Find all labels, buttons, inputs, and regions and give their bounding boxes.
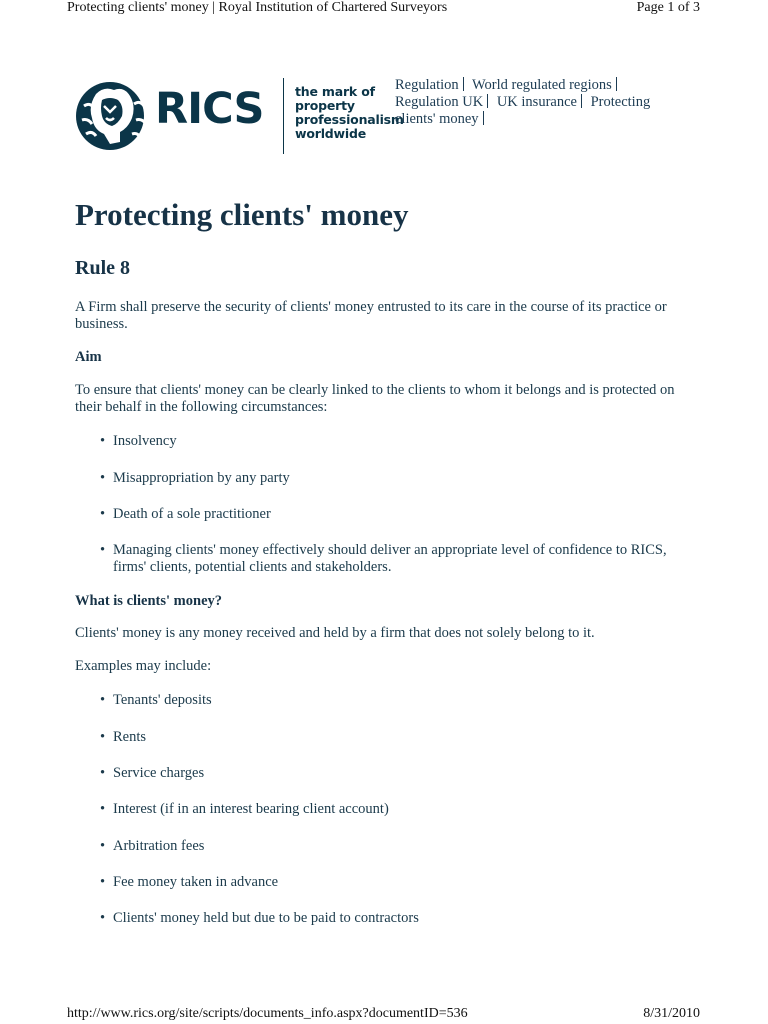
examples-list — [75, 692, 700, 927]
lion-emblem-icon — [74, 76, 150, 156]
page-title: Protecting clients' money — [75, 197, 409, 232]
breadcrumb-item-world-regulated-regions[interactable]: World regulated regions — [472, 77, 612, 93]
circumstances-list — [75, 433, 700, 576]
what-text: Clients' money is any money received and held by a firm that does not solely belong to it. — [75, 625, 595, 641]
breadcrumb — [395, 77, 685, 128]
logo-tagline — [295, 85, 404, 141]
breadcrumb-separator — [487, 94, 488, 108]
rics-logo[interactable] — [74, 76, 404, 156]
breadcrumb-separator — [463, 77, 464, 91]
examples-intro: Examples may include: — [75, 658, 212, 674]
print-header — [67, 0, 700, 20]
aim-text: To ensure that clients' money can be clearly linked to the clients to whom it belongs and is protected on their behalf in the following circumstances: — [75, 382, 675, 415]
list-item: • Tenants' deposits — [75, 692, 700, 709]
list-item: • Misappropriation by any party — [75, 470, 700, 487]
list-item: • Insolvency — [75, 433, 700, 450]
list-item: • Interest (if in an interest bearing client account) — [75, 801, 700, 818]
breadcrumb-separator — [616, 77, 617, 91]
rule-heading: Rule 8 — [75, 257, 130, 279]
what-heading: What is clients' money? — [75, 593, 223, 609]
breadcrumb-item-protecting-clients-money[interactable]: Protecting clients' money — [395, 94, 651, 127]
breadcrumb-item-regulation[interactable]: Regulation — [395, 77, 459, 93]
list-item: • Rents — [75, 729, 700, 746]
list-item: • Arbitration fees — [75, 838, 700, 855]
print-header-title: Protecting clients' money | Royal Institution of Chartered Surveyors — [67, 0, 448, 15]
breadcrumb-separator — [483, 111, 484, 125]
list-item: • Clients' money held but due to be paid to contractors — [75, 910, 700, 927]
list-item: • Fee money taken in advance — [75, 874, 700, 891]
tagline-line: the mark of — [295, 84, 375, 99]
tagline-line: worldwide — [295, 126, 366, 141]
print-footer-url[interactable]: http://www.rics.org/site/scripts/documents_info.aspx?documentID=536 — [67, 1006, 468, 1021]
logo-divider — [283, 78, 284, 154]
main-content — [75, 196, 700, 927]
breadcrumb-separator — [581, 94, 582, 108]
print-header-page-number: Page 1 of 3 — [636, 0, 700, 15]
rule-text: A Firm shall preserve the security of clients' money entrusted to its care in the course of its practice or business. — [75, 299, 667, 332]
print-footer — [67, 1006, 700, 1022]
aim-heading: Aim — [75, 349, 102, 365]
tagline-line: professionalism — [295, 112, 404, 127]
list-item: • Death of a sole practitioner — [75, 506, 700, 523]
logo-wordmark: RICS — [155, 84, 264, 134]
tagline-line: property — [295, 98, 355, 113]
breadcrumb-item-regulation-uk[interactable]: Regulation UK — [395, 94, 484, 110]
breadcrumb-item-uk-insurance[interactable]: UK insurance — [496, 94, 577, 110]
print-footer-date: 8/31/2010 — [643, 1006, 700, 1021]
list-item: • Service charges — [75, 765, 700, 782]
list-item: • Managing clients' money effectively should deliver an appropriate level of confidence to RICS, firms' clients, potential clients and stakeholders. — [75, 542, 700, 576]
